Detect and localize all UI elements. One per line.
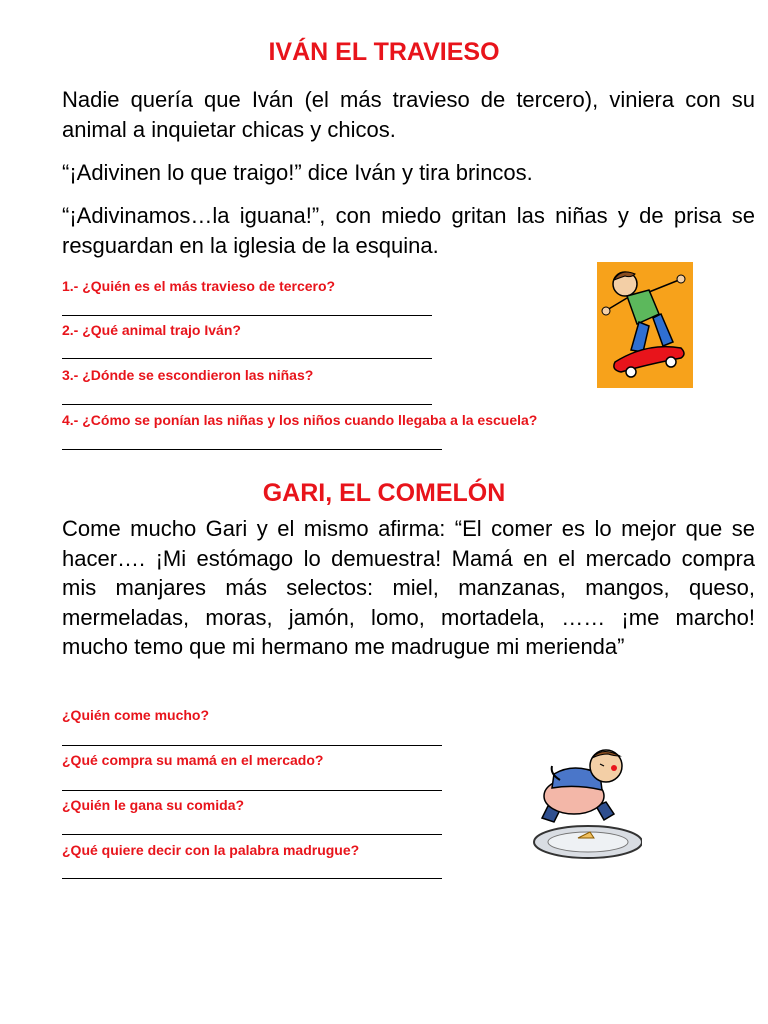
story2-title: GARI, EL COMELÓN [262,479,506,507]
story1-paragraph-3: “¡Adivinamos…la iguana!”, con miedo gritan las niñas y de prisa se resguardan en la iglesia de la esquina. [62,203,755,258]
story1-question-3: 3.- ¿Dónde se escondieron las niñas? [62,367,314,383]
story2-question-2: ¿Qué compra su mamá en el mercado? [62,752,324,768]
answer-line[interactable] [62,745,442,746]
answer-line[interactable] [62,878,442,879]
answer-line[interactable] [62,358,432,359]
story2-question-4: ¿Qué quiere decir con la palabra madrugue? [62,842,360,858]
answer-line[interactable] [62,315,432,316]
story1-question-2: 2.- ¿Qué animal trajo Iván? [62,322,241,338]
story2-question-3: ¿Quién le gana su comida? [62,797,245,813]
story1-question-1: 1.- ¿Quién es el más travieso de tercero? [62,278,336,294]
story1-question-4: 4.- ¿Cómo se ponían las niñas y los niños cuando llegaba a la escuela? [62,412,538,428]
answer-line[interactable] [62,404,432,405]
answer-line[interactable] [62,834,442,835]
skateboard-boy-icon [597,262,693,388]
answer-line[interactable] [62,790,442,791]
answer-line[interactable] [62,449,442,450]
story2-paragraph: Come mucho Gari y el mismo afirma: “El comer es lo mejor que se hacer…. ¡Mi estómago lo demuestra! Mamá en el mercado compra mis manjares más selectos: miel, manzanas, mangos, queso, mermeladas, moras, jamón, lomo, mortadela, …… ¡me marcho! mucho temo que mi hermano me madrugue mi merienda” [62,516,755,659]
story2-question-1: ¿Quién come mucho? [62,707,210,723]
story1-paragraph-1: Nadie quería que Iván (el más travieso de tercero), viniera con su animal a inquietar chicas y chicos. [62,87,755,142]
story1-paragraph-2: “¡Adivinen lo que traigo!” dice Iván y tira brincos. [62,160,533,185]
full-boy-with-plate-icon [530,744,642,862]
story1-title: IVÁN EL TRAVIESO [268,38,500,66]
